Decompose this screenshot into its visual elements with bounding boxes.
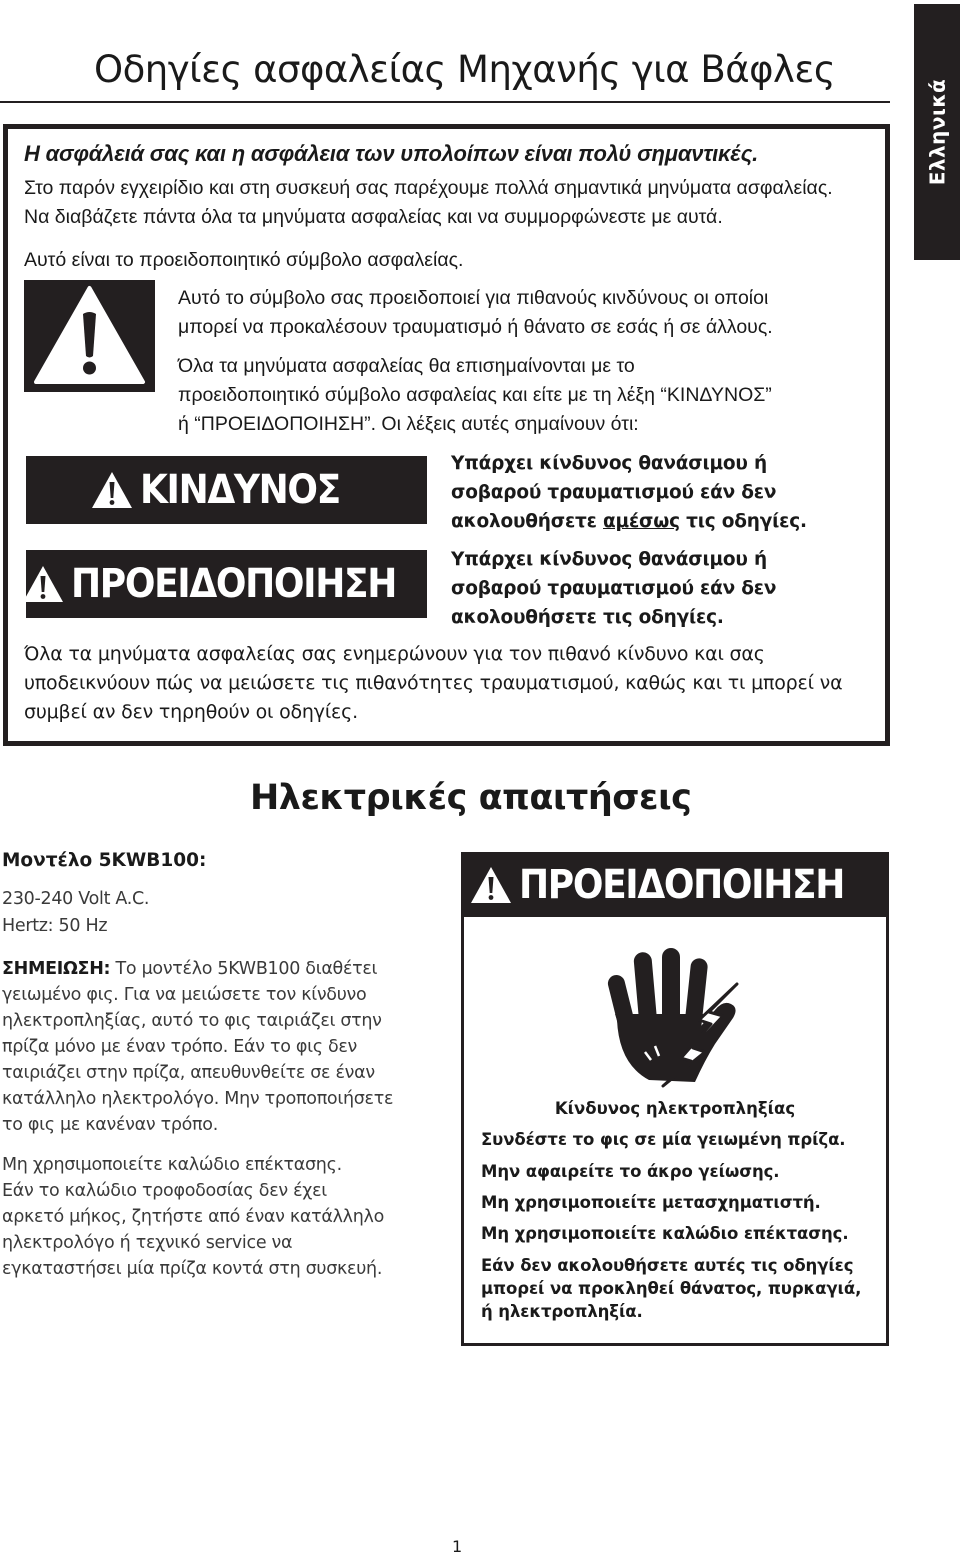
symbol-explanation-line: προειδοποιητικό σύμβολο ασφαλείας και είτε με τη λέξη “ΚΙΝΔΥΝΟΣ”: [178, 384, 772, 406]
model-label: Μοντέλο 5KWB100:: [2, 850, 207, 871]
spec-frequency: Hertz: 50 Hz: [2, 916, 108, 936]
symbol-explanation-line: Αυτό το σύμβολο σας προειδοποιεί για πιθανούς κινδύνους οι οποίοι: [178, 287, 769, 309]
safety-intro-line: Αυτό είναι το προειδοποιητικό σύμβολο ασφαλείας.: [24, 249, 464, 271]
shock-instruction: Μην αφαιρείτε το άκρο γείωσης.: [481, 1162, 780, 1181]
symbol-explanation-line: Όλα τα μηνύματα ασφαλείας θα επισημαίνονται με το: [178, 355, 635, 377]
warning-desc-line: ακολουθήσετε τις οδηγίες.: [451, 607, 724, 628]
warning-desc-line: σοβαρού τραυματισμού εάν δεν: [451, 578, 777, 599]
shock-instruction: μπορεί να προκληθεί θάνατος, πυρκαγιά,: [481, 1279, 862, 1298]
warning-desc-line: Υπάρχει κίνδυνος θανάσιμου ή: [451, 549, 767, 570]
extension-cord-line: ηλεκτρολόγο ή τεχνικό service να: [2, 1233, 293, 1253]
note-line: ταιριάζει στην πρίζα, απευθυνθείτε σε έναν: [2, 1063, 375, 1083]
language-tab-label: Ελληνικά: [925, 78, 950, 186]
shock-instruction: Συνδέστε το φις σε μία γειωμένη πρίζα.: [481, 1130, 846, 1149]
safety-footer-line: συμβεί αν δεν τηρηθούν οι οδηγίες.: [24, 701, 358, 723]
symbol-explanation-line: ή “ΠΡΟΕΙΔΟΠΟΙΗΣΗ”. Οι λέξεις αυτές σημαίνουν ότι:: [178, 413, 639, 435]
danger-desc-line: [451, 507, 807, 536]
danger-desc-emphasis: αμέσως: [603, 511, 680, 532]
symbol-explanation-line: μπορεί να προκαλέσουν τραυματισμό ή θάνατο σε εσάς ή σε άλλους.: [178, 316, 773, 338]
safety-headline: Η ασφάλειά σας και η ασφάλεια των υπολοίπων είναι πολύ σημαντικές.: [24, 141, 759, 166]
extension-cord-line: αρκετό μήκος, ζητήστε από έναν κατάλληλο: [2, 1207, 384, 1227]
note-text: Το μοντέλο 5KWB100 διαθέτει: [110, 959, 378, 979]
language-tab: [914, 4, 960, 260]
electrical-warning-header: [461, 852, 889, 917]
safety-footer-line: Όλα τα μηνύματα ασφαλείας σας ενημερώνουν για τον πιθανό κίνδυνο και σας: [24, 643, 765, 665]
safety-footer-line: υποδεικνύουν πώς να μειώσετε τις πιθανότητες τραυματισμού, καθώς και τι μπορεί να: [24, 672, 843, 694]
note-line: ηλεκτροπληξίας, αυτό το φις ταιριάζει στην: [2, 1011, 382, 1031]
note-line: γειωμένο φις. Για να μειώσετε τον κίνδυνο: [2, 985, 367, 1005]
shock-instruction: Μη χρησιμοποιείτε καλώδιο επέκτασης.: [481, 1224, 849, 1243]
danger-desc-line: σοβαρού τραυματισμού εάν δεν: [451, 482, 777, 503]
warning-triangle-icon: [21, 564, 65, 604]
electric-shock-hand-icon: [587, 940, 757, 1090]
title-divider: [0, 101, 890, 103]
spec-voltage: 230-240 Volt A.C.: [2, 889, 150, 909]
note-label: ΣΗΜΕΙΩΣΗ:: [2, 959, 111, 979]
shock-instruction: Μη χρησιμοποιείτε μετασχηματιστή.: [481, 1193, 821, 1212]
page-number: 1: [452, 1537, 463, 1556]
extension-cord-line: εγκαταστήσει μία πρίζα κοντά στη συσκευή.: [2, 1259, 383, 1279]
safety-alert-symbol-icon: [24, 280, 155, 392]
danger-description: [451, 449, 807, 536]
safety-intro-line: Στο παρόν εγχειρίδιο και στη συσκευή σας παρέχουμε πολλά σημαντικά μηνύματα ασφαλείας.: [24, 177, 833, 199]
warning-triangle-icon: [469, 865, 513, 905]
danger-desc-post: τις οδηγίες.: [679, 511, 807, 532]
page-title: Οδηγίες ασφαλείας Μηχανής για Βάφλες: [94, 48, 836, 91]
danger-signal-panel: [26, 456, 427, 524]
warning-signal-word: ΠΡΟΕΙΔΟΠΟΙΗΣΗ: [70, 561, 396, 607]
danger-desc-line: Υπάρχει κίνδυνος θανάσιμου ή: [451, 453, 767, 474]
warning-triangle-icon: [90, 470, 134, 510]
note-line: [2, 959, 377, 979]
danger-signal-word: ΚΙΝΔΥΝΟΣ: [140, 467, 341, 513]
extension-cord-line: Μη χρησιμοποιείτε καλώδιο επέκτασης.: [2, 1155, 342, 1175]
note-line: το φις με κανέναν τρόπο.: [2, 1115, 218, 1135]
note-line: κατάλληλο ηλεκτρολόγο. Μην τροποποιήσετε: [2, 1089, 394, 1109]
shock-instruction: ή ηλεκτροπληξία.: [481, 1302, 643, 1321]
warning-signal-panel: [26, 550, 427, 618]
note-line: πρίζα μόνο με έναν τρόπο. Εάν το φις δεν: [2, 1037, 358, 1057]
safety-intro-line: Να διαβάζετε πάντα όλα τα μηνύματα ασφαλείας και να συμμορφώνεστε με αυτά.: [24, 206, 723, 228]
electrical-shock-title: Κίνδυνος ηλεκτροπληξίας: [554, 1099, 796, 1118]
extension-cord-line: Εάν το καλώδιο τροφοδοσίας δεν έχει: [2, 1181, 327, 1201]
warning-description: [451, 545, 776, 632]
danger-desc-pre: ακολουθήσετε: [451, 511, 604, 532]
electrical-requirements-heading: Ηλεκτρικές απαιτήσεις: [250, 778, 692, 818]
electrical-warning-word: ΠΡΟΕΙΔΟΠΟΙΗΣΗ: [519, 861, 845, 908]
shock-instruction: Εάν δεν ακολουθήσετε αυτές τις οδηγίες: [481, 1256, 854, 1275]
